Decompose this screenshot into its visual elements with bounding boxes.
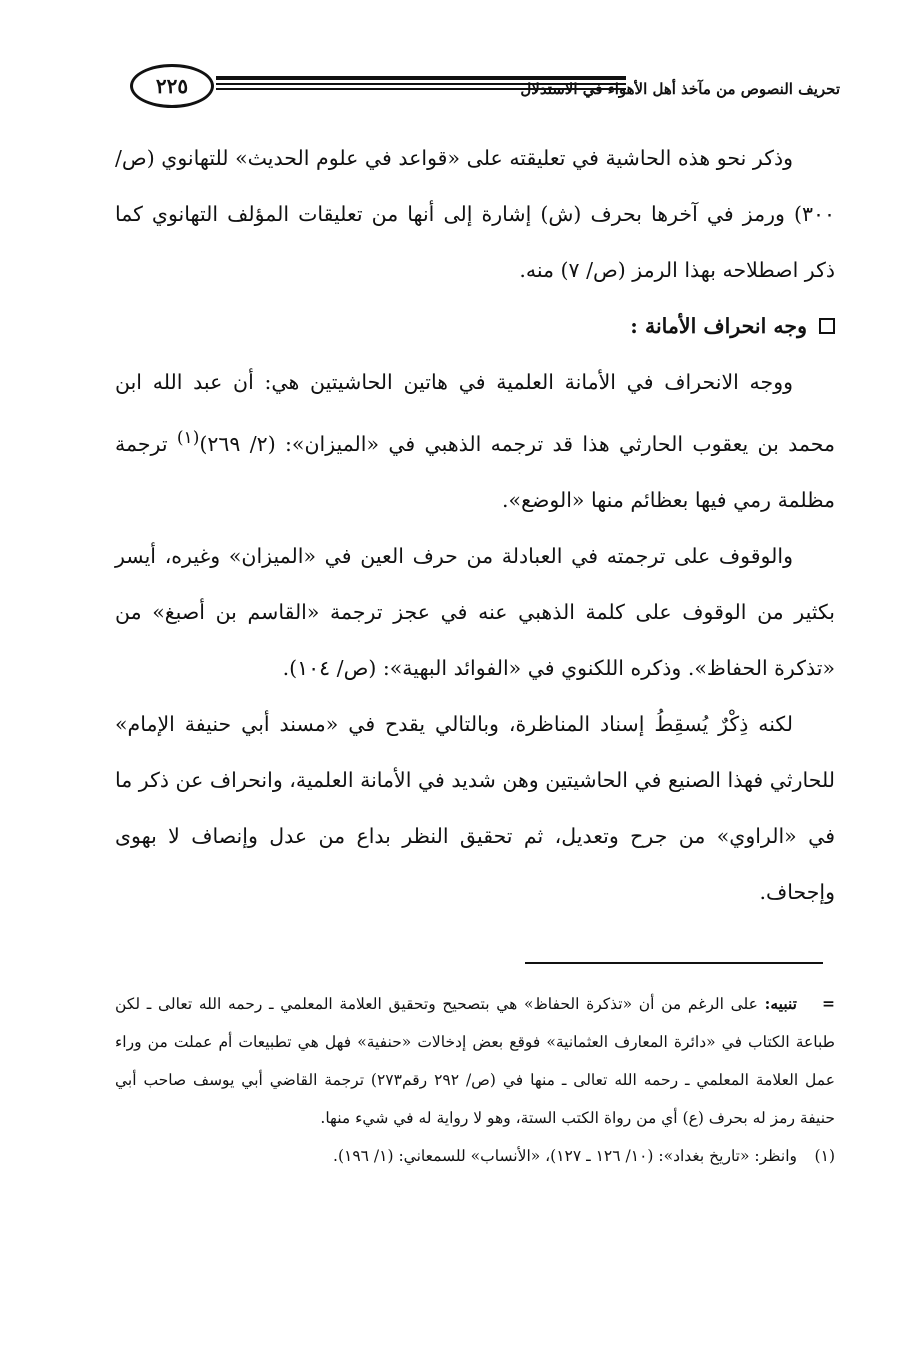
page-number-badge — [130, 64, 214, 108]
page-header — [120, 62, 840, 112]
paragraph-4: لكنه ذِكْرٌ يُسقِطُ إسناد المناظرة، وبالتالي يقدح في «مسند أبي حنيفة الإمام» للحارثي فهذا الصنيع في الحاشيتين وهن شديد في الأمانة العلمية، وانحراف عن ذكر ما في «الراوي» من جرح وتعديل، ثم تحقيق النظر بداع من عدل وإنصاف لا بهوى وإجحاف. — [115, 711, 835, 904]
footnote-tanbih — [115, 985, 835, 1137]
footnote-1-number: (١) — [814, 1147, 835, 1165]
footnote-divider — [525, 962, 823, 964]
paragraph-2-text-end: ترجمة مظلمة رمي فيها بعظائم منها «الوضع». — [115, 431, 835, 512]
footnote-1-text: وانظر: «تاريخ بغداد»: (١٠/ ١٢٦ ـ ١٢٧)، «الأنساب» للسمعاني: (١/ ١٩٦). — [333, 1147, 797, 1165]
square-bullet-icon — [819, 318, 835, 334]
continuation-marker: = — [822, 994, 835, 1013]
tanbih-label: تنبيه: — [764, 994, 797, 1013]
paragraph-2 — [115, 354, 835, 528]
footnotes — [115, 985, 835, 1175]
paragraph-2-text: ووجه الانحراف في الأمانة العلمية في هاتين الحاشيتين هي: أن عبد الله ابن محمد بن يعقوب الحارثي هذا قد ترجمه الذهبي في «الميزان»: (٢/ ٢٦٩) — [115, 370, 835, 456]
main-text — [115, 130, 835, 920]
paragraph-3: والوقوف على ترجمته في العبادلة من حرف العين في «الميزان» وغيره، أيسر بكثير من الوقوف على كلمة الذهبي عنه في عجز ترجمة «القاسم بن أصبغ» من «تذكرة الحفاظ». وذكره اللكنوي في «الفوائد البهية»: (ص/ ١٠٤). — [115, 543, 835, 680]
page-number: ٢٢٥ — [155, 74, 189, 98]
footnote-ref-1[interactable]: (١) — [176, 428, 200, 448]
paragraph-1: وذكر نحو هذه الحاشية في تعليقته على «قواعد في علوم الحديث» للتهانوي (ص/ ٣٠٠) ورمز في آخرها بحرف (ش) إشارة إلى أنها من تعليقات المؤلف التهانوي كما ذكر اصطلاحه بهذا الرمز (ص/ ٧) منه. — [115, 146, 835, 282]
running-title: تحريف النصوص من مآخذ أهل الأهواء في الاستدلال — [520, 80, 840, 98]
tanbih-text: على الرغم من أن «تذكرة الحفاظ» هي بتصحيح وتحقيق العلامة المعلمي ـ رحمه الله تعالى ـ لكن طباعة الكتاب في «دائرة المعارف العثمانية» فوقع بعض إدخالات «حنفية» فهل هي تطبيعات أم عملت من وراء عمل العلامة المعلمي ـ رحمه الله تعالى ـ منها في (ص/ ٢٩٢ رقم٢٧٣) ترجمة القاضي أبي يوسف صاحب أبي حنيفة رمز له بحرف (ع) أي من رواة الكتب الستة، وهو لا رواية له في شيء منها. — [115, 995, 835, 1127]
section-heading — [115, 298, 835, 354]
footnote-1 — [115, 1137, 835, 1175]
section-heading-text: وجه انحراف الأمانة : — [630, 314, 807, 338]
